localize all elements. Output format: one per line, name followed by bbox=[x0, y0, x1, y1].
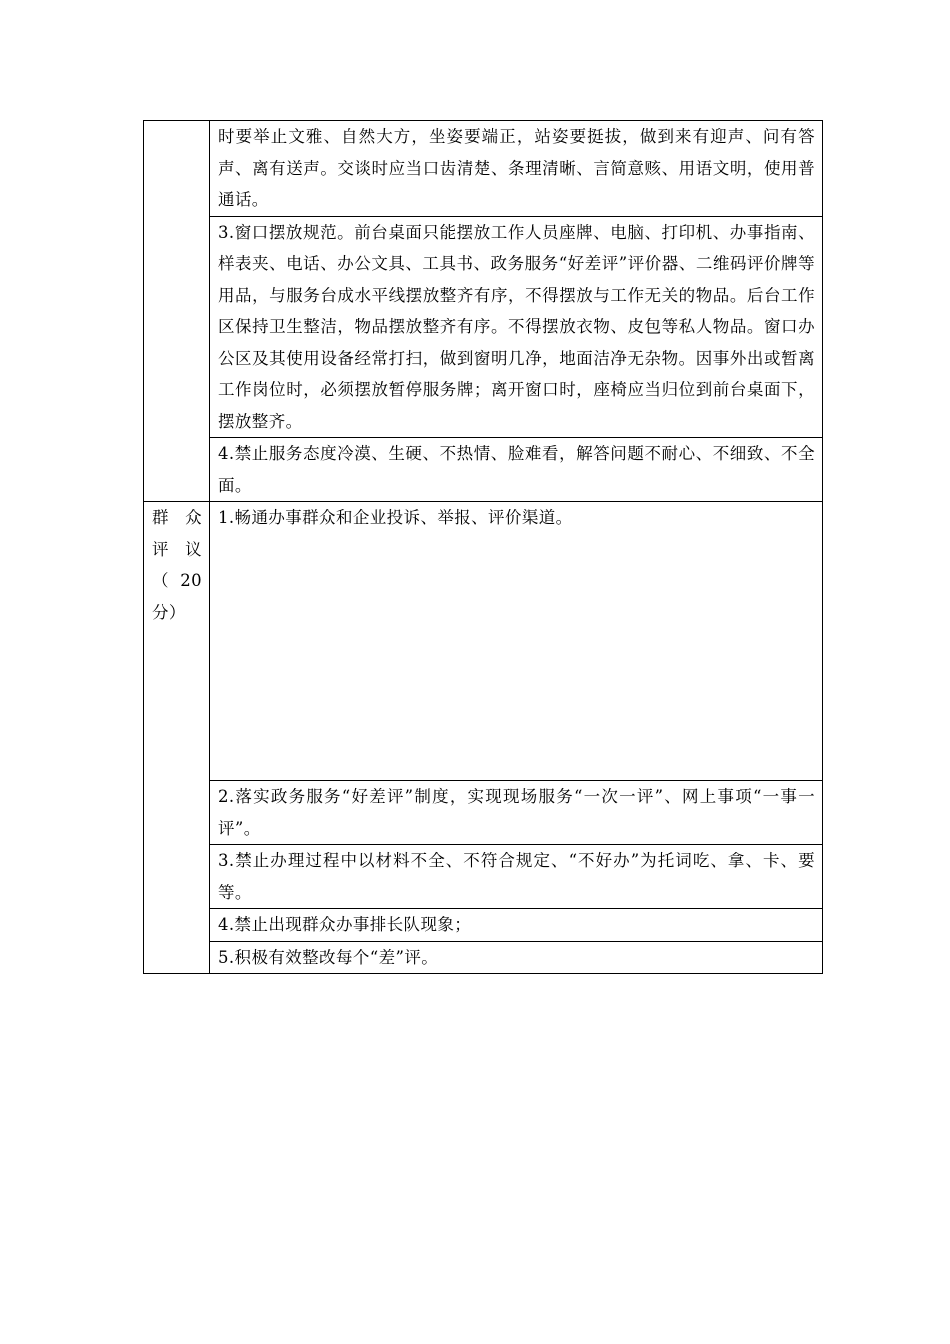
table-row bbox=[144, 845, 823, 909]
category-cell-public-review bbox=[144, 502, 210, 974]
table-row bbox=[144, 909, 823, 942]
table-row bbox=[144, 121, 823, 217]
item-cell bbox=[210, 216, 823, 438]
item-cell bbox=[210, 941, 823, 974]
item-cell bbox=[210, 845, 823, 909]
table-row bbox=[144, 216, 823, 438]
table-row bbox=[144, 438, 823, 502]
category-cell-continued bbox=[144, 121, 210, 502]
table-row bbox=[144, 502, 823, 781]
item-text: 3.禁止办理过程中以材料不全、不符合规定、“不好办”为托词吃、拿、卡、要等。 bbox=[218, 851, 815, 902]
item-text: 4.禁止出现群众办事排长队现象； bbox=[218, 915, 472, 934]
category-label: 群 众评议（ 20分） bbox=[152, 508, 202, 622]
table-row bbox=[144, 781, 823, 845]
standards-table bbox=[143, 120, 823, 974]
item-text: 5.积极有效整改每个“差”评。 bbox=[218, 947, 439, 967]
item-text: 4.禁止服务态度冷漠、生硬、不热情、脸难看，解答问题不耐心、不细致、不全面。 bbox=[218, 444, 815, 495]
item-cell bbox=[210, 909, 823, 942]
item-cell bbox=[210, 121, 823, 217]
item-cell bbox=[210, 502, 823, 781]
item-cell bbox=[210, 781, 823, 845]
item-text: 1.畅通办事群众和企业投诉、举报、评价渠道。 bbox=[218, 508, 573, 527]
item-cell bbox=[210, 438, 823, 502]
item-text: 3.窗口摆放规范。前台桌面只能摆放工作人员座牌、电脑、打印机、办事指南、样表夹、电话、办公文具、工具书、政务服务“好差评”评价器、二维码评价牌等用品，与服务台成水平线摆放整齐有序，不得摆放与工作无关的物品。后台工作区保持卫生整洁，物品摆放整齐有序。不得摆放衣物、皮包等私人物品。窗口办公区及其使用设备经常打扫，做到窗明几净，地面洁净无杂物。因事外出或暂离工作岗位时，必须摆放暂停服务牌；离开窗口时，座椅应当归位到前台桌面下，摆放整齐。 bbox=[218, 222, 815, 431]
table-row bbox=[144, 941, 823, 974]
item-text: 时要举止文雅、自然大方，坐姿要端正，站姿要挺拔，做到来有迎声、问有答声、离有送声。交谈时应当口齿清楚、条理清晰、言简意赅、用语文明，使用普通话。 bbox=[218, 127, 815, 209]
item-text: 2.落实政务服务“好差评”制度，实现现场服务“一次一评”、网上事项“一事一评”。 bbox=[218, 787, 815, 838]
